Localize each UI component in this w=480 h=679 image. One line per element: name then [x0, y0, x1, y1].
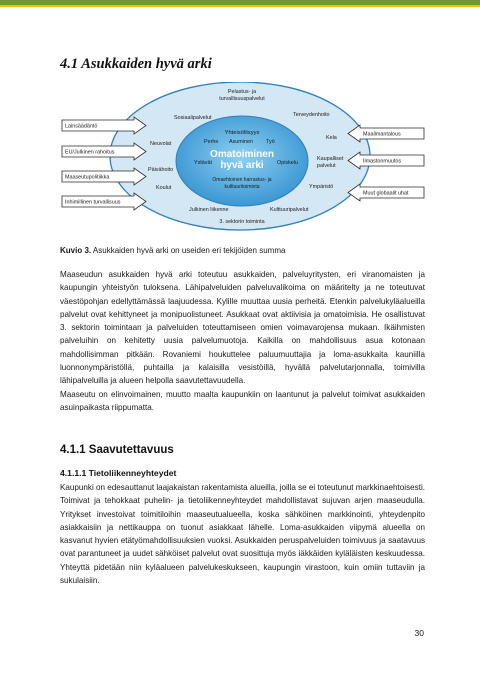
ring-sektori: 3. sektorin toiminta [219, 219, 265, 225]
figure-caption [60, 246, 285, 255]
label-perhe: Perhe [204, 139, 219, 145]
right-arrow-3 [348, 184, 424, 201]
section-heading: 4.1 Asukkaiden hyvä arki [60, 56, 212, 72]
right-arrows [348, 125, 424, 201]
ring-kela: Kela [326, 135, 337, 141]
ring-terveys: Terveydenhoito [293, 112, 330, 118]
label-asuminen: Asuminen [229, 139, 253, 145]
arrow-label: Muut globaalit uhat [363, 190, 409, 197]
ring-pelastus-2: turvallisuuspalvelut [219, 96, 265, 102]
top-accent-bar [0, 0, 480, 7]
paragraph-1: Maaseudun asukkaiden hyvä arki toteutuu asukkaiden, palveluyritysten, eri viranomaisten ja kaupungin yhteistyön tuloksena. Lähipalveluiden palveluvalikoima on määritelty ja ne toteutuvat väestöpohjan edellyttämässä laajuudessa. Kylille muuttaa uusia perheitä. Etenkin palvelukyläalueilla palvelut ovat kehittyneet ja monipuolistuneet. Asukkaat ovat aktiivisia ja omatoimisia. He osallistuvat 3. sektorin toimintaan ja palveluiden toteuttamiseen omien voimavarojensa mukaan. Ikäihmisten palveluihin on kehitetty uusia palvelumuotoja. Kaikilla on mahdollisuus asua kotonaan mahdollisimman pitkään. Rovaniemi houkuttelee paluumuuttajia ja loma-asukkaita kauniilla luonnonympäristöllä, puhtailla ja kalaisilla vesistöillä, hyvällä palvelutarjonnalla, toimivilla lähipalveluilla ja alueen helpolla saavutettavuudella. [60, 270, 425, 386]
ring-koulut: Koulut [156, 185, 172, 191]
arrow-label: EU/Julkinen rahoitus [65, 149, 115, 156]
arrow-label: Maailmantalous [363, 131, 401, 138]
center-title-2: hyvä arki [220, 160, 264, 171]
label-tyo: Työ [266, 139, 275, 145]
caption-text: Asukkaiden hyvä arki on useiden eri tekijöiden summa [91, 246, 286, 255]
label-yhteisollisyys: Yhteisöllisyys [224, 130, 260, 136]
ring-kulttuuri: Kulttuuripalvelut [270, 207, 309, 213]
label-ystavat: Ystävät [194, 160, 212, 166]
ring-ymparisto: Ympäristö [309, 184, 334, 190]
page-number: 30 [414, 628, 424, 638]
service-diagram [44, 82, 436, 242]
right-arrow-2 [348, 152, 424, 169]
arrow-label: Ilmastonmuutos [363, 158, 402, 165]
ring-julkinen: Julkinen liikenne [189, 207, 229, 213]
arrow-label: Inhimillinen turvallisuus [65, 199, 121, 206]
ring-kaupalliset-2: palvelut [317, 163, 336, 169]
caption-label: Kuvio 3. [60, 246, 92, 255]
label-opiskelu: Opiskelu [277, 160, 298, 166]
right-arrow-1 [348, 125, 424, 142]
paragraph-2: Maaseutu on elinvoimainen, muutto maalta kaupunkiin on laantunut ja palvelut toimivat asukkaiden asuinpaikasta riippumatta. [60, 390, 425, 413]
arrow-label: Maaseutupolitiikka [65, 174, 110, 181]
center-title-1: Omatoiminen [210, 149, 274, 160]
ring-paivahoito: Päivähoito [148, 167, 174, 173]
label-harrastus-2: kulttuuritoiminta [224, 184, 260, 190]
ring-neuvolat: Neuvolat [150, 141, 172, 147]
paragraph-3: Kaupunki on edesauttanut laajakaistan rakentamista alueilla, joilla se ei toteutunut markkinaehtoisesti. Toimivat ja tehokkaat puhelin- ja tietoliikenneyhteydet mahdollistavat sujuvan arjen maaseudulla. Yritykset investoivat toimitiloihin maaseutualueella, koska sähköinen markkinointi, yhteydenpito asiakkaisiin ja nettikauppa on tuonut asiakkaat lähelle. Loma-asukkaiden viipymä alueella on kasvanut hyvien etätyömahdollisuuksien vuoksi. Asukkaiden peruspalveluiden toimivuus ja saatavuus ovat parantuneet ja uudet sähköiset palvelut ovat suosittuja myös iäkkäiden kyläläisten keskuudessa. Yhteyttä pidetään niin kyläalueen palvelukeskukseen, kaupungin virastoon, kuin omiin tuttaviin ja sukulaisiin. [60, 483, 425, 586]
ring-sosiaali: Sosiaalipalvelut [174, 115, 212, 121]
arrow-label: Lainsäädäntö [65, 123, 98, 130]
subsection-heading: 4.1.1 Saavutettavuus [60, 444, 174, 456]
ring-kaupalliset-1: Kaupalliset [317, 156, 344, 162]
top-accent-yellow [0, 5, 480, 7]
subsubsection-heading: 4.1.1.1 Tietoliikenneyhteydet [60, 468, 177, 478]
label-harrastus-1: Omaehtoinen harrastus- ja [212, 177, 272, 183]
ring-pelastus-1: Pelastus- ja [227, 89, 257, 95]
